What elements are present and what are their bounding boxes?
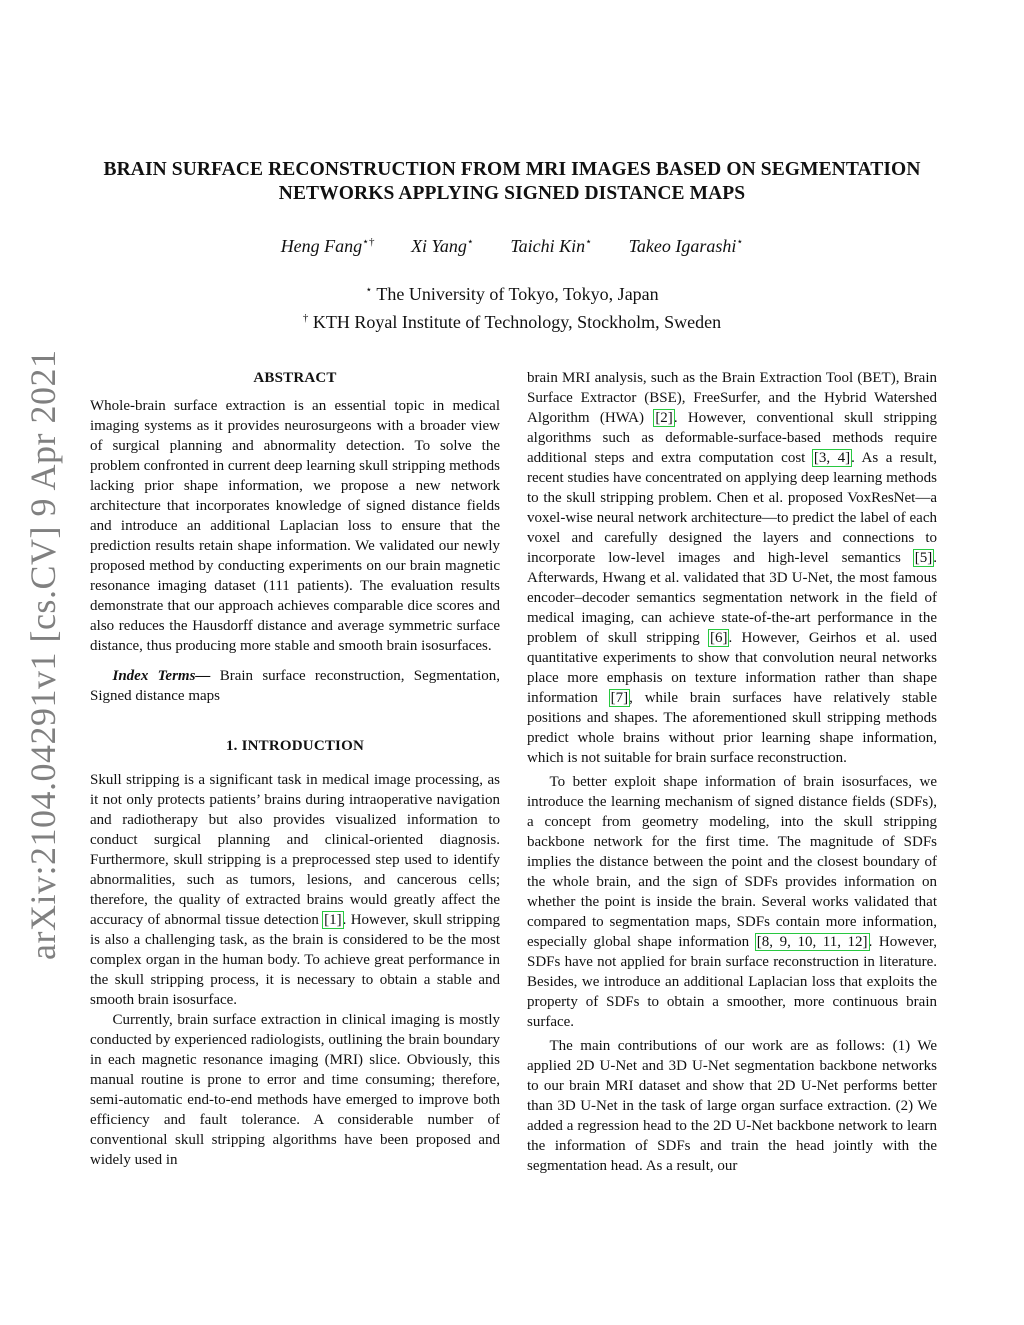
intro-paragraph-5: The main contributions of our work are as follows: (1) We applied 2D U-Net and 3D U-Net segmentation backbone networks to our brain MRI dataset and show that 2D U-Net performs better than 3D U-Net in the task of large organ surface extraction. (2) We added a regression head to the 2D U-Net backbone network to learn the information of SDFs and train the head jointly with the segmentation head. As a result, our bbox=[527, 1038, 937, 1174]
introduction-heading: 1. INTRODUCTION bbox=[225, 738, 364, 754]
arxiv-identifier: arXiv:2104.04291v1 [cs.CV] 9 Apr 2021 bbox=[23, 349, 63, 960]
intro-paragraph-3: brain MRI analysis, such as the Brain Extraction Tool (BET), Brain Surface Extractor (BSE), FreeSurfer, and the Hybrid Watershed Algorithm (HWA) [2]. However, conventional skull stripping algorithms such as deformable-surface-based methods require additional steps and extra computation cost [3, 4]. As a result, recent studies have concentrated on applying deep learning methods to the skull stripping problem. Chen et al. proposed VoxResNet—a voxel-wise neural network architecture—to predict the label of each voxel and carefully designed the layers and connections to incorporate low-level images and high-level semantics [5]. Afterwards, Hwang et al. validated that 3D U-Net, the most famous encoder–decoder semantics segmentation network in the field of medical imaging, can achieve state-of-the-art performance in the problem of skull stripping [6]. However, Geirhos et al. used quantitative experiments to show that convolution neural networks place more emphasis on texture information rather than shape information [7], while brain surfaces have relatively stable positions and shapes. The aforementioned skull stripping methods predict whole brains without prior learning shape information, which is not suitable for brain surface reconstruction. bbox=[527, 370, 937, 766]
citation-link[interactable]: [7] bbox=[610, 690, 629, 706]
left-column bbox=[90, 368, 500, 1170]
citation-link[interactable]: [2] bbox=[655, 410, 673, 426]
intro-paragraph-1: Skull stripping is a significant task in medical image processing, as it not only protects patients’ brains during intraoperative navigation and radiotherapy but also provides visualized information to conduct surgical planning and clinical-oriented diagnosis. Furthermore, skull stripping is a preprocessed step used to identify abnormalities, such as tumors, lesions, and cancerous cells; therefore, the quality of extracted brains would greatly affect the accuracy of abnormal tissue detection [1]. However, skull stripping is also a challenging task, as the brain is considered to be the most complex organ in the human body. To achieve great performance in the skull stripping process, it is necessary to obtain a stable and smooth brain isosurface. bbox=[90, 772, 500, 1008]
author: Heng Fang⋆† bbox=[280, 236, 375, 256]
citation-link[interactable]: [6] bbox=[709, 630, 728, 646]
abstract-text: Whole-brain surface extraction is an essential topic in medical imaging systems as it provides neurosurgeons with a broader view of surgical planning and abnormality detection. To solve the problem confronted in current deep learning skull stripping methods lacking prior shape information, we propose a new network architecture that incorporates knowledge of signed distance fields and introduce an additional Laplacian loss to ensure that the prediction results retain shape information. We validated our newly proposed method by conducting experiments on our brain magnetic resonance imaging dataset (111 patients). The evaluation results demonstrate that our approach achieves comparable dice scores and also reduces the Hausdorff distance and average symmetric surface distance, thus producing more stable and smooth brain isosurfaces. bbox=[90, 398, 500, 654]
intro-paragraph-4: To better exploit shape information of brain isosurfaces, we introduce the learning mechanism of signed distance fields (SDFs), a concept from geometry modeling, into the skull stripping backbone network for the first time. The magnitude of SDFs implies the distance between the point and the closest boundary of the whole brain, and the sign of SDFs provides information on whether the point is inside the brain. Several works validated that compared to segmentation maps, SDFs contain more information, especially global shape information [8, 9, 10, 11, 12]. However, SDFs have not applied for brain surface reconstruction in literature. Besides, we introduce an additional Laplacian loss that exploits the property of SDFs to obtain a smoother, more continuous brain surface. bbox=[527, 774, 938, 1030]
citation-link[interactable]: [1] bbox=[324, 912, 342, 928]
title-line-2: NETWORKS APPLYING SIGNED DISTANCE MAPS bbox=[278, 183, 746, 204]
title-line-1: BRAIN SURFACE RECONSTRUCTION FROM MRI IMAGES BASED ON SEGMENTATION bbox=[103, 159, 921, 180]
intro-paragraph-2: Currently, brain surface extraction in clinical imaging is mostly conducted by experienced radiologists, outlining the brain boundary in each magnetic resonance imaging (MRI) slice. Obviously, this manual routine is prone to error and time consuming; therefore, semi-automatic end-to-end methods have emerged to improve both efficiency and fault tolerance. A considerable number of conventional skull stripping algorithms have been proposed and widely used in bbox=[90, 1012, 500, 1168]
abstract-heading: ABSTRACT bbox=[253, 370, 337, 386]
affiliation: † KTH Royal Institute of Technology, Stockholm, Sweden bbox=[302, 312, 722, 332]
paper-title bbox=[90, 158, 934, 206]
citation-link[interactable]: [3, 4] bbox=[813, 450, 851, 466]
right-column bbox=[527, 368, 937, 1176]
author: Xi Yang⋆ bbox=[411, 236, 474, 256]
citation-link[interactable]: [5] bbox=[914, 550, 933, 566]
affiliation: ⋆ The University of Tokyo, Tokyo, Japan bbox=[365, 284, 659, 304]
citation-link[interactable]: [8, 9, 10, 11, 12] bbox=[756, 934, 868, 950]
author: Takeo Igarashi⋆ bbox=[628, 236, 744, 256]
affiliations bbox=[90, 278, 934, 334]
author-list bbox=[90, 230, 934, 258]
index-terms: Index Terms— Brain surface reconstruction, Segmentation, Signed distance maps bbox=[90, 668, 500, 704]
author: Taichi Kin⋆ bbox=[510, 236, 593, 256]
